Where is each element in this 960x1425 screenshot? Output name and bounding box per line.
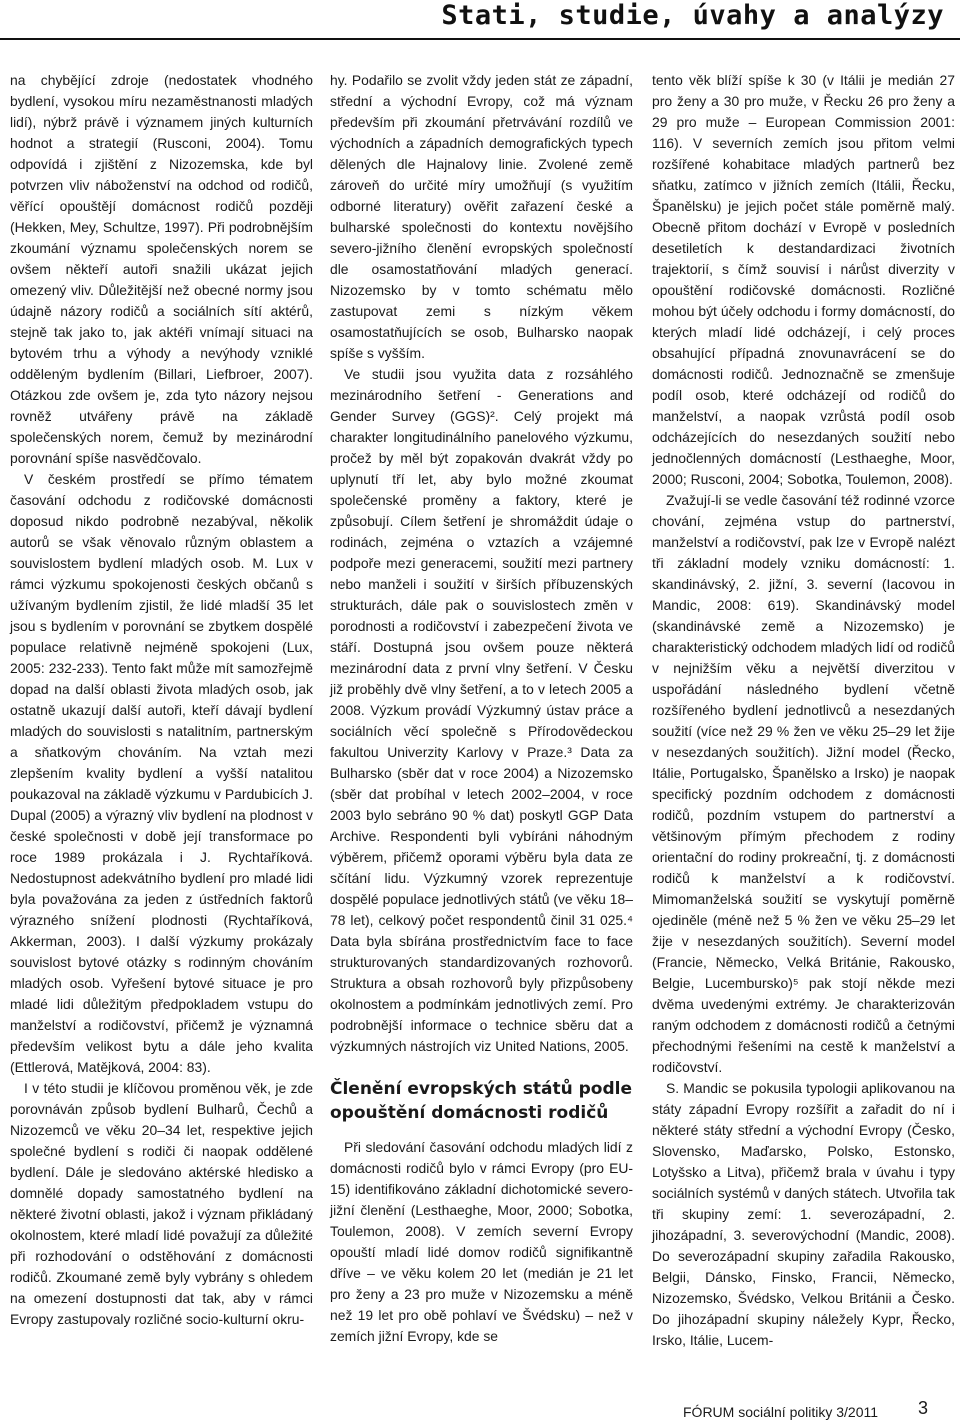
header-rule bbox=[0, 38, 960, 40]
journal-name: FÓRUM sociální politiky 3/2011 bbox=[683, 1404, 879, 1420]
page-footer bbox=[683, 1398, 929, 1420]
section-heading: Členění evropských států podle opouštění domácnosti rodičů bbox=[330, 1079, 632, 1123]
paragraph: na chybějící zdroje (nedostatek vhodného bydlení, vysokou míru nezaměstnanosti mladých lidí), nýbrž právě i významem jiných kulturních hodnot a strategií (Rusconi, 2004). Tomu odpovídá i zjištění z Nizozemska, kde byl potvrzen vliv náboženství na odchod od rodičů, věřící opouštějí domácnost rodičů později (Hekken, Mey, Schultze, 1997). Při podrobnějším zkoumání významu společenských norem se ovšem někteří autoři snažili ukázat jejich omezený vliv. Důležitější než obecné normy jsou údajně názory rodičů a sociálních sítí aktérů, stejně tak jako to, jak aktéři vnímají situaci na bytovém trhu a výhody a nevýhody vzniklé odděleným bydlením (Billari, Liefbroer, 2007). Otázkou zde ovšem je, zda tyto názory nejsou rovněž utvářeny právě na základě společenských norem, čemuž by mezinárodní porovnání spíše nasvědčovalo. bbox=[10, 72, 313, 466]
paragraph: V českém prostředí se přímo tématem časování odchodu z rodičovské domácnosti doposud nikdo podrobně nezabýval, několik autorů se však věnovalo různým oblastem a souvislostem bydlení mladých osob. M. Lux v rámci výzkumu spokojenosti českých občanů s užívaným bydlením zjistil, že lidé mladší 35 let jsou s bydlením v porovnání se zbytkem dospělé populace relativně nejméně spokojeni (Lux, 2005: 232-233). Tento fakt může mít samozřejmě dopad na další oblasti života mladých osob, jak ostatně ukazují další autoři, kteří dávají bydlení mladých do souvislosti s natalitním, partnerským a sňatkovým chováním. Na vztah mezi zlepšením kvality bydlení a vyšší natalitou poukazoval na základě výzkumu v Pardubicích J. Dupal (2005) a výrazný vliv bydlení na plodnost v české společnosti v době její transformace po roce 1989 prokázala i J. Rychtaříková. Nedostupnost adekvátního bydlení pro mladé lidi byla považována za jeden z ústředních faktorů výrazného snížení plodnosti (Rychtaříková, Akkerman, 2003). I další výzkumy prokázaly souvislost bytové otázky s rodinným chováním mladých osob. Vyřešení bytové situace je pro mladé lidi důležitým předpokladem vstupu do manželství a rodičovství, přičemž je významná především velikost bytu a dále jeho kvalita (Ettlerová, Matějková, 2004: 83). bbox=[10, 471, 313, 1075]
column-left bbox=[10, 70, 313, 1330]
paragraph: Ve studii jsou využita data z rozsáhlého mezinárodního šetření - Generations and Gender Survey (GGS)². Celý projekt má charakter longitudinálního panelového výzkumu, pročež by měl být zopakován dvakrát vždy po uplynutí tří let, aby bylo možné zkoumat společenské proměny a faktory, které je způsobují. Cílem šetření je shromáždit údaje o rodinách, zejména o vztazích a vzájemné podpoře mezi generacemi, soužití mezi partnery nebo manželi i soužití v širších příbuzenských strukturách, dále pak o souvislostech změn v porodnosti a rodičovství i zabezpečení života ve stáří. Dostupná jsou ovšem pouze některá mezinárodní data z první vlny šetření. V Česku již proběhly dvě vlny šetření, a to v letech 2005 a 2008. Výzkum provádí Výzkumný ústav práce a sociálních věcí společně s Přírodovědeckou fakultou Univerzity Karlovy v Praze.³ Data za Bulharsko (sběr dat v roce 2004) a Nizozemsko (sběr dat probíhal v letech 2002–2004, v roce 2003 bylo sebráno 90 % dat) poskytl GGP Data Archive. Respondenti byli vybíráni náhodným výběrem, přičemž oporami výběru byla data ze sčítání lidu. Výzkumný vzorek reprezentuje dospělé populace jednotlivých států (ve věku 18–78 let), celkový počet respondentů činil 31 025.⁴ Data byla sbírána prostřednictvím face to face strukturovaných standardizovaných rozhovorů. Struktura a obsah rozhovorů byly přizpůsobeny okolnostem a podmínkám jednotlivých zemí. Pro podrobnější informace o technice sběru dat a výzkumných nástrojích viz United Nations, 2005. bbox=[330, 366, 633, 1054]
paragraph: hy. Podařilo se zvolit vždy jeden stát ze západní, střední a východní Evropy, což má význam především při zkoumání přetrvávání rozdílů ve východních a západních demografických typech dělených dle Hajnalovy linie. Zvolené země zároveň do určité míry umožňují (s využitím odborné literatury) ověřit zařazení české a bulharské společnosti do kontextu novějšího severo-jižního členění evropských společností dle osamostatňování mladých generací. Nizozemsko by v tomto schématu mělo zastupovat zemi s nízkým věkem osamostatňujících se osob, Bulharsko naopak spíše s vyšším. bbox=[330, 72, 633, 361]
section-title: Stati, studie, úvahy a analýzy bbox=[441, 0, 944, 31]
paragraph: I v této studii je klíčovou proměnou věk, je zde porovnáván způsob bydlení Bulharů, Čechů a Nizozemců ve věku 20–34 let, respektive jejich společné bydlení s rodiči či naopak oddělené bydlení. Dále je sledováno aktérské hledisko a domnělé dopady samostatného bydlení na některé životní oblasti, jakož i význam přikládaný okolnostem, které mladí lidé považují za důležité při rozhodování o odstěhování z domácnosti rodičů. Zkoumané země byly vybrány s ohledem na omezení dostupnosti dat tak, aby v rámci Evropy zastupovaly rozličné socio-kulturní okru- bbox=[10, 1080, 313, 1327]
page-number: 3 bbox=[918, 1398, 929, 1418]
column-middle bbox=[330, 70, 633, 1347]
paragraph: Při sledování časování odchodu mladých lidí z domácnosti rodičů bylo v rámci Evropy (pro EU-15) identifikováno základní dichotomické severo-jižní členění (Lesthaeghe, Moor, 2000; Sobotka, Toulemon, 2008). V zemích severní Evropy opouští mladí lidé domov rodičů signifikantně dříve – ve věku kolem 20 let (medián je 21 let pro ženy a 23 pro muže v Nizozemsku a méně než 19 let pro obě pohlaví ve Švédsku) – než v zemích jižní Evropy, kde se bbox=[330, 1139, 633, 1344]
paragraph: S. Mandic se pokusila typologii aplikovanou na státy západní Evropy rozšířit a zařadit do ní i některé státy střední a východní Evropy (Česko, Slovensko, Maďarsko, Polsko, Estonsko, Lotyšsko a Litva), přičemž brala v úvahu i typy sociálních systémů v daných státech. Utvořila tak tři skupiny zemí: 1. severozápadní, 2. jihozápadní, 3. severovýchodní (Mandic, 2008). Do severozápadní skupiny zařadila Rakousko, Belgii, Dánsko, Finsko, Francii, Německo, Nizozemsko, Švédsko, Velkou Británii a Česko. Do jihozápadní skupiny náležely Kypr, Řecko, Irsko, Itálie, Lucem- bbox=[652, 1080, 955, 1348]
paragraph: tento věk blíží spíše k 30 (v Itálii je medián 27 pro ženy a 30 pro muže, v Řecku 26 pro ženy a 29 pro muže – European Commission 2001: 116). V severních zemích jsou přitom velmi rozšířené kohabitace mladých partnerů bez sňatku, zatímco v jižních zemích (Itálii, Řecku, Španělsku) je jejich počet stále poměrně malý. Obecně přitom dochází v Evropě v posledních desetiletích k destandardizaci životních trajektorií, s čímž souvisí i nárůst diverzity v opouštění rodičovské domácnosti. Rozličné mohou být účely odchodu i formy domácností, do kterých mladí lidé odcházejí, i celý proces obsahující případná znovunavrácení se do domácnosti rodičů. Jednoznačně se zmenšuje podíl osob, které odcházejí od rodičů do manželství, a naopak vzrůstá podíl osob odcházejících do nesezdaných soužití nebo jednočlenných domácností (Lesthaeghe, Moor, 2000; Rusconi, 2004; Sobotka, Toulemon, 2008). bbox=[652, 72, 955, 487]
paragraph: Zvažují-li se vedle časování též rodinné vzorce chování, zejména vstup do partnerství, manželství a rodičovství, pak lze v Evropě nalézt tři základní modely vzniku domácností: 1. skandinávský, 2. jižní, 3. severní (Iacovou in Mandic, 2008: 619). Skandinávský model (skandinávské země a Nizozemsko) je charakteristický odchodem mladých lidí od rodičů v nejnižším věku a největší diverzitou v uspořádání následného bydlení včetně rozšířeného bydlení jednotlivců a nesezdaných soužití (více než 29 % žen ve věku 25–29 let žije v nesezdaných soužitích). Jižní model (Řecko, Itálie, Portugalsko, Španělsko a Irsko) je naopak specifický pozdním odchodem z domácnosti rodičů, pozdním vstupem do partnerství a většinovým přímým přechodem z rodiny orientační do rodiny prokreační, tj. z domácnosti rodičů k manželství a k rodičovství. Mimomanželská soužití se vyskytují poměrně ojediněle (méně než 5 % žen ve věku 25–29 let žije v nesezdaných soužitích). Severní model (Francie, Německo, Velká Británie, Rakousko, Belgie, Lucembursko)⁵ pak stojí někde mezi dvěma uvedenými extrémy. Je charakterizován raným odchodem z domácnosti rodičů a četnými přechodnými řešeními na cestě k manželství a rodičovství. bbox=[652, 492, 955, 1075]
column-right bbox=[652, 70, 955, 1351]
